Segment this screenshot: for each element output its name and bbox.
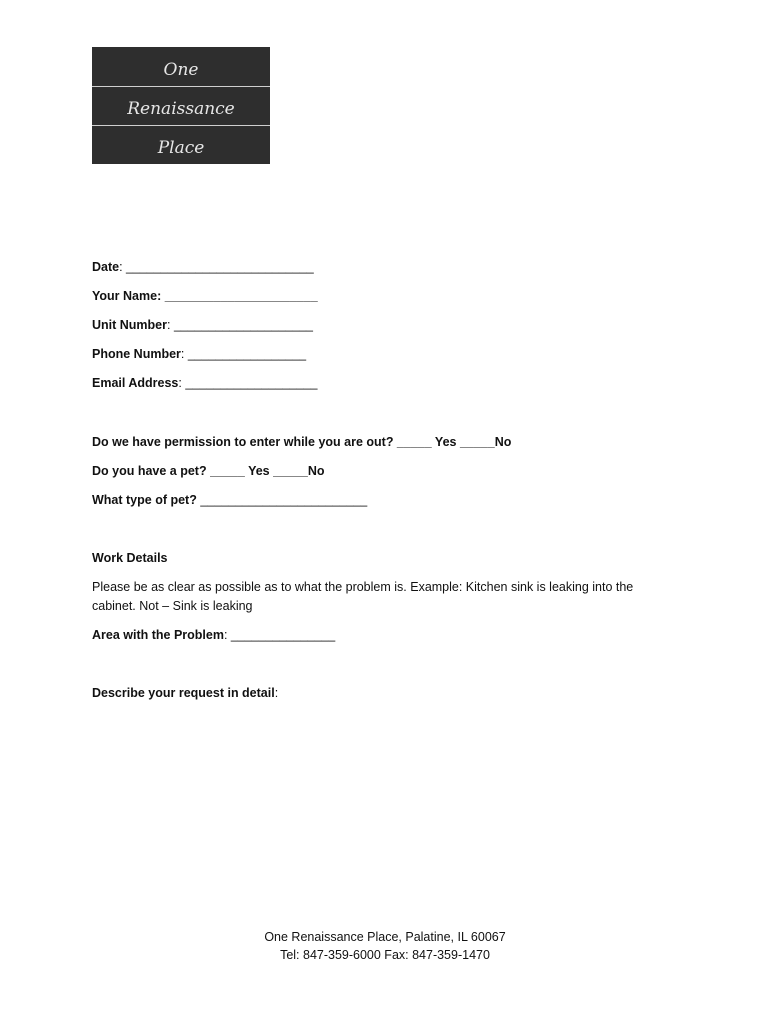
name-label: Your Name: xyxy=(92,289,162,303)
email-address-label: Email Address xyxy=(92,376,179,390)
company-logo xyxy=(92,47,270,164)
request-description-label: Describe your request in detail xyxy=(92,686,275,700)
pet-type-label: What type of pet? xyxy=(92,493,197,507)
unit-number-blank: : ____________________ xyxy=(167,318,313,332)
request-description-field[interactable] xyxy=(92,685,278,701)
problem-area-field[interactable] xyxy=(92,627,335,643)
footer-address: One Renaissance Place, Palatine, IL 60067 xyxy=(264,930,506,944)
pet-type-blank: ________________________ xyxy=(196,493,368,507)
phone-number-label: Phone Number xyxy=(92,347,181,361)
logo-word-one: One xyxy=(163,60,199,80)
work-details-heading: Work Details xyxy=(92,551,168,565)
email-address-field[interactable] xyxy=(92,375,317,391)
phone-number-blank: : _________________ xyxy=(180,347,307,361)
date-field[interactable] xyxy=(92,259,314,275)
logo-word-place: Place xyxy=(157,138,205,158)
pet-type-field[interactable] xyxy=(92,492,367,508)
problem-area-label: Area with the Problem xyxy=(92,628,224,642)
phone-number-field[interactable] xyxy=(92,346,306,362)
footer-contact: Tel: 847-359-6000 Fax: 847-359-1470 xyxy=(280,948,490,962)
name-blank: ______________________ xyxy=(161,289,318,303)
pet-question[interactable]: Do you have a pet? _____ Yes _____No xyxy=(92,464,325,478)
unit-number-label: Unit Number xyxy=(92,318,167,332)
name-field[interactable] xyxy=(92,288,318,304)
request-description-colon: : xyxy=(274,686,279,700)
permission-question[interactable]: Do we have permission to enter while you are out? _____ Yes _____No xyxy=(92,435,512,449)
work-instructions: Please be as clear as possible as to what the problem is. Example: Kitchen sink is leaking into the cabinet. Not – Sink is leaking xyxy=(92,580,634,613)
unit-number-field[interactable] xyxy=(92,317,313,333)
date-blank: : ___________________________ xyxy=(119,260,314,274)
logo-word-renaissance: Renaissance xyxy=(127,99,235,119)
date-label: Date xyxy=(92,260,120,274)
email-address-blank: : ___________________ xyxy=(178,376,318,390)
logo-divider xyxy=(92,86,270,87)
problem-area-blank: : _______________ xyxy=(223,628,336,642)
logo-divider xyxy=(92,125,270,126)
